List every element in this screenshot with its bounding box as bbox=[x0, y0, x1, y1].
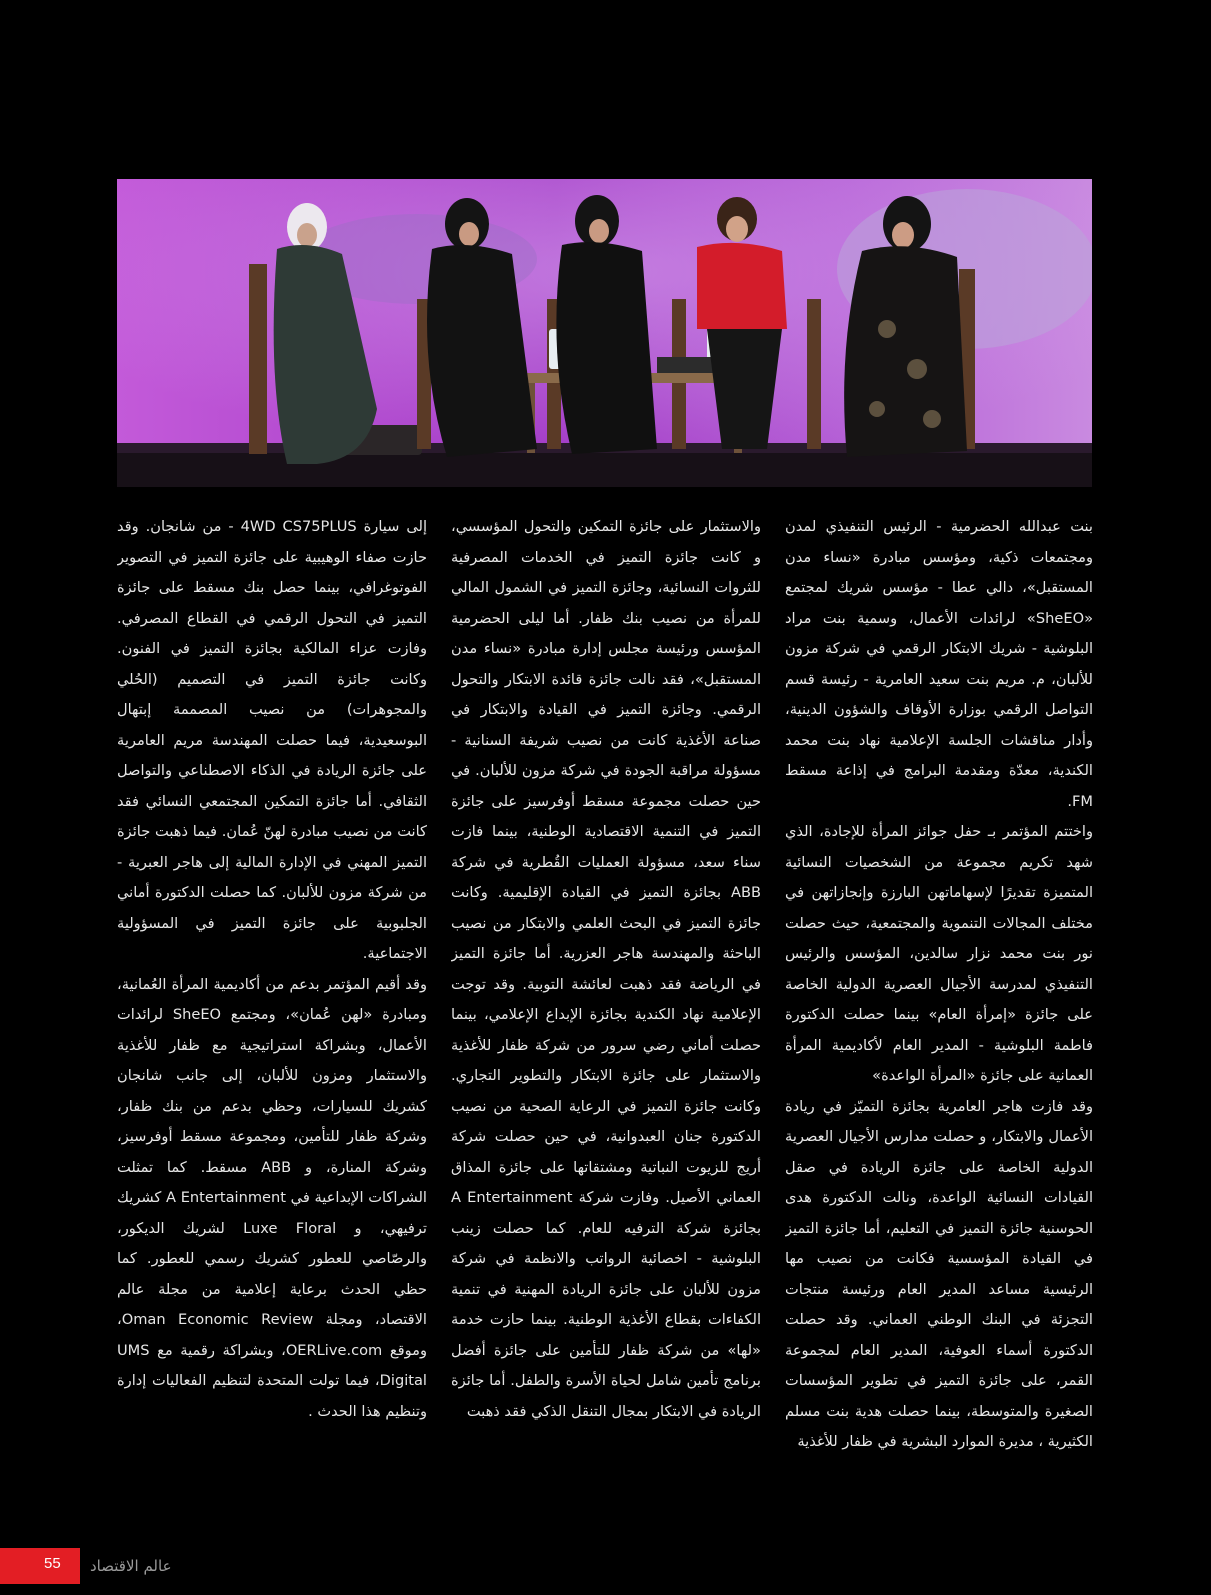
magazine-name: عالم الاقتصاد bbox=[90, 1557, 172, 1575]
article-paragraph: واختتم المؤتمر بـ حفل جوائز المرأة للإجادة، الذي شهد تكريم مجموعة من الشخصيات النسائية المتميزة تقديرًا لإسهاماتهن البارزة وإنجازاتهن في مختلف المجالات التنموية والمجتمعية، حيث حصلت نور بنت محمد نزار سالدين، المؤسس والرئيس التنفيذي لمدرسة الأجيال العصرية الدولية الخاصة على جائزة «إمرأة العام» بينما حصلت الدكتورة فاطمة البلوشية - المدير العام لأكاديمية المرأة العمانية على جائزة «المرأة الواعدة» bbox=[785, 823, 1093, 1084]
article-paragraph: وقد فازت هاجر العامرية بجائزة التميّز في ريادة الأعمال والابتكار، و حصلت مدارس الأجيال العصرية الدولية الخاصة على جائزة الريادة في صقل القيادات النسائية الواعدة، ونالت الدكتورة هدى الحوسنية جائزة التميز في التعليم، أما جائزة التميز في القيادة المؤسسية فكانت من نصيب مها الرئيسية مساعد المدير العام ورئيسة منتجات التجزئة في البنك الوطني العماني. وقد حصلت الدكتورة أسماء العوفية، المدير العام لمجموعة القمر، على جائزة التميز في تطوير المؤسسات الصغيرة والمتوسطة، بينما حصلت هدية بنت مسلم الكثيرية ، مديرة الموارد البشرية في ظفار للأغذية bbox=[785, 1097, 1093, 1450]
page-number-badge bbox=[0, 1548, 80, 1584]
article-column-left bbox=[117, 512, 427, 1487]
article-paragraph: بنت عبدالله الحضرمية - الرئيس التنفيذي لمدن ومجتمعات ذكية، ومؤسس مبادرة «نساء مدن المستقبل»، دالي عطا - مؤسس شريك لمجتمع «SheEO» لرائدات الأعمال، وسمية بنت مراد البلوشية - شريك الابتكار الرقمي في شركة مزون للألبان، م. مريم بنت سعيد العامرية - رئيسة قسم التواصل الرقمي بوزارة الأوقاف والشؤون الدينية، وأدار مناقشات الجلسة الإعلامية نهاد بنت محمد الكندية، معدّة ومقدمة البرامج في إذاعة مسقط FM. bbox=[785, 518, 1093, 810]
article-paragraph: إلى سيارة 4WD CS75PLUS - من شانجان. وقد حازت صفاء الوهيبية على جائزة التميز في التصوير الفوتوغرافي، بينما حصل بنك مسقط على جائزة التميز في التحول الرقمي في القطاع المصرفي. وفازت عزاء المالكية بجائزة التميز في الفنون. وكانت جائزة التميز في التصميم (الحُلي والمجوهرات) من نصيب المصممة إبتهال البوسعيدية، فيما حصلت المهندسة مريم العامرية على جائزة الريادة في الذكاء الاصطناعي والتواصل الثقافي. أما جائزة التمكين المجتمعي النسائي فقد كانت من نصيب مبادرة لهنّ عُمان. فيما ذهبت جائزة التميز المهني في الإدارة المالية إلى هاجر العبرية - من شركة مزون للألبان. كما حصلت الدكتورة أماني الجلبوبية على جائزة التميز في المسؤولية الاجتماعية. bbox=[117, 518, 427, 962]
page-number: 55 bbox=[44, 1555, 61, 1572]
event-panel-photo bbox=[117, 179, 1092, 487]
article-column-right bbox=[785, 512, 1093, 1487]
article-paragraph: وقد أقيم المؤتمر بدعم من أكاديمية المرأة العُمانية، ومبادرة «لهن عُمان»، ومجتمع SheEO لرائدات الأعمال، وبشراكة استراتيجية مع ظفار للأغذية والاستثمار ومزون للألبان، إلى جانب شانجان كشريك للسيارات، وحظي بدعم من بنك ظفار، وشركة ظفار للتأمين، ومجموعة مسقط أوفرسيز، وشركة المنارة، و ABB مسقط. كما تمثلت الشراكات الإبداعية في A Entertainment كشريك ترفيهي، و Luxe Floral لشريك الديكور، والرصّاصي للعطور كشريك رسمي للعطور. كما حظي الحدث برعاية إعلامية من مجلة عالم الاقتصاد، ومجلة Oman Economic Review، وموقع OERLive.com، وبشراكة رقمية مع UMS Digital، فيما تولت المتحدة لتنظيم الفعاليات إدارة وتنظيم هذا الحدث . bbox=[117, 975, 427, 1420]
article-paragraph: والاستثمار على جائزة التمكين والتحول المؤسسي، و كانت جائزة التميز في الخدمات المصرفية للثروات النسائية، وجائزة التميز في الشمول المالي للمرأة من نصيب بنك ظفار. أما ليلى الحضرمية المؤسس ورئيسة مجلس إدارة مبادرة «نساء مدن المستقبل»، فقد نالت جائزة قائدة الابتكار والتحول الرقمي. وجائزة التميز في القيادة والابتكار في صناعة الأغذية كانت من نصيب شريفة السنانية - مسؤولة مراقبة الجودة في شركة مزون للألبان. في حين حصلت مجموعة مسقط أوفرسيز على جائزة التميز في التنمية الاقتصادية الوطنية، بينما فازت سناء سعد، مسؤولة العمليات القُطرية في شركة ABB بجائزة التميز في القيادة الإقليمية. وكانت جائزة التميز في البحث العلمي والابتكار من نصيب الباحثة والمهندسة هاجر العزرية. أما جائزة التميز في الرياضة فقد ذهبت لعائشة التوبية. وقد توجت الإعلامية نهاد الكندية بجائزة الإبداع الإعلامي، بينما حصلت أماني رضي سرور من شركة ظفار للأغذية والاستثمار على جائزة الابتكار والتطوير التجاري. وكانت جائزة التميز في الرعاية الصحية من نصيب الدكتورة جنان العبدوانية، في حين حصلت شركة أريج للزيوت النباتية ومشتقاتها على جائزة المذاق العماني الأصيل. وفازت شركة A Entertainment بجائزة شركة الترفيه للعام. كما حصلت زينب البلوشية - اخصائية الرواتب والانظمة في شركة مزون للألبان على جائزة الريادة المهنية في تنمية الكفاءات بقطاع الأغذية الوطنية. بينما حازت خدمة «لها» من شركة ظفار للتأمين على جائزة أفضل برنامج تأمين شامل لحياة الأسرة والطفل. أما جائزة الريادة في الابتكار بمجال التنقل الذكي فقد ذهبت bbox=[451, 518, 761, 1420]
article-column-middle bbox=[451, 512, 761, 1487]
page-footer bbox=[0, 1548, 1211, 1584]
